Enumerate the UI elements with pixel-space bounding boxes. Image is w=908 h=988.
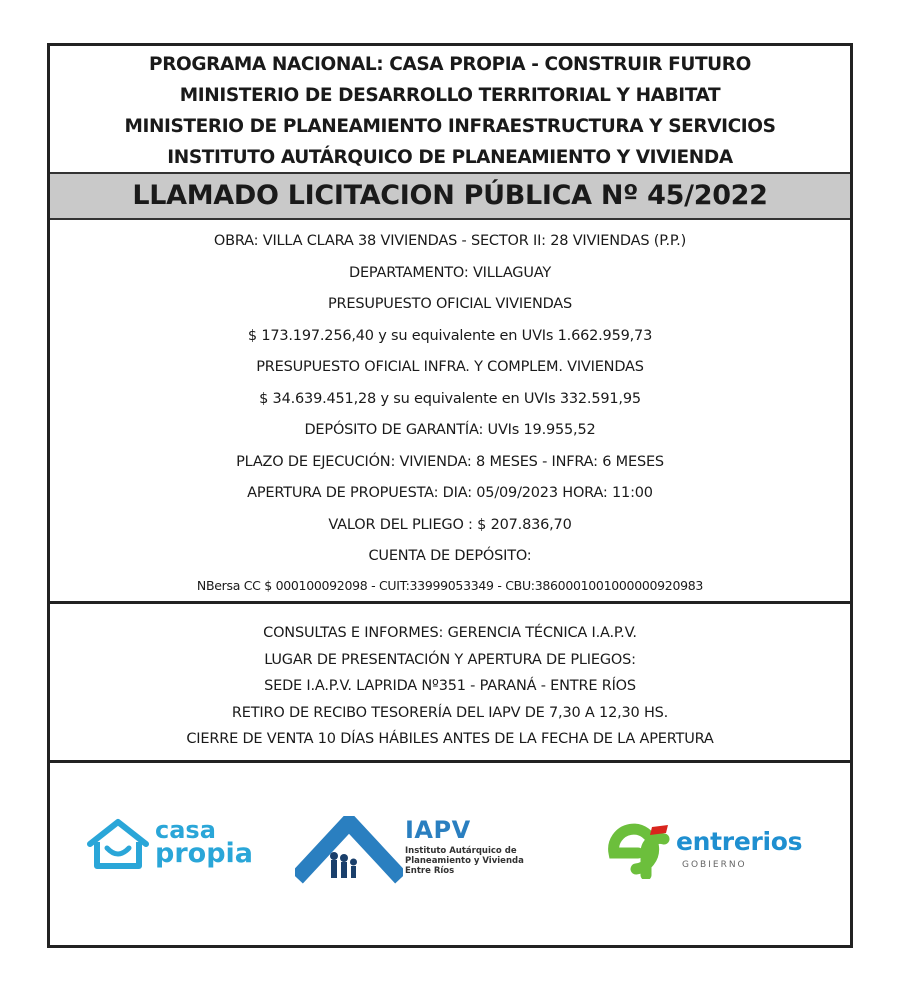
budget-housing-value: $ 173.197.256,40 y su equivalente en UVIs 1.662.959,73: [247, 327, 653, 344]
work-row: OBRA: VILLA CLARA 38 VIVIENDAS - SECTOR II: 28 VIVIENDAS (P.P.): [213, 233, 687, 249]
entre-rios-logo: [608, 823, 838, 883]
execution-term-row: PLAZO DE EJECUCIÓN: VIVIENDA: 8 MESES - INFRA: 6 MESES: [236, 453, 664, 470]
department-row: DEPARTAMENTO: VILLAGUAY: [348, 264, 551, 281]
budget-infra-value: $ 34.639.451,28 y su equivalente en UVIs 332.591,95: [259, 390, 641, 407]
iapv-subtitle-line: Planeamiento y Vivienda: [405, 856, 524, 866]
address-row: SEDE I.A.P.V. LAPRIDA Nº351 - PARANÁ - ENTRE RÍOS: [264, 678, 636, 694]
logos-row: [50, 763, 850, 945]
house-smile-icon: [85, 818, 151, 872]
propia-word: propia: [155, 838, 253, 869]
header-block: [50, 46, 850, 174]
ministry-line-1: MINISTERIO DE DESARROLLO TERRITORIAL Y HABITAT: [179, 85, 721, 106]
casa-word: casa: [155, 816, 216, 844]
iapv-logo: [295, 816, 545, 886]
program-line: PROGRAMA NACIONAL: CASA PROPIA - CONSTRUIR FUTURO: [149, 54, 751, 75]
budget-housing-label: PRESUPUESTO OFICIAL VIVIENDAS: [327, 296, 573, 312]
iapv-subtitle-line: Instituto Autárquico de: [405, 846, 517, 856]
details-block: [50, 220, 850, 604]
opening-row: APERTURA DE PROPUESTA: DIA: 05/09/2023 HORA: 11:00: [247, 485, 653, 501]
budget-infra-label: PRESUPUESTO OFICIAL INFRA. Y COMPLEM. VIVIENDAS: [256, 359, 644, 375]
ministry-line-2: MINISTERIO DE PLANEAMIENTO INFRAESTRUCTURA Y SERVICIOS: [124, 116, 776, 137]
iapv-roof-emblem-icon: [295, 816, 403, 886]
iapv-wordmark: IAPV: [405, 816, 471, 844]
notice-frame: [47, 43, 853, 948]
tender-title: LLAMADO LICITACION PÚBLICA Nº 45/2022: [50, 174, 850, 220]
iapv-subtitle: [405, 846, 524, 876]
guarantee-row: DEPÓSITO DE GARANTÍA: UVIs 19.955,52: [304, 422, 596, 438]
receipt-row: RETIRO DE RECIBO TESORERÍA DEL IAPV DE 7,30 A 12,30 HS.: [231, 704, 669, 721]
deposit-account-label: CUENTA DE DEPÓSITO:: [368, 548, 532, 564]
document-price-row: VALOR DEL PLIEGO : $ 207.836,70: [328, 516, 572, 533]
inquiries-row: CONSULTAS E INFORMES: GERENCIA TÉCNICA I.A.P.V.: [263, 625, 637, 641]
casa-propia-logo: [85, 816, 265, 876]
sale-close-row: CIERRE DE VENTA 10 DÍAS HÁBILES ANTES DE LA FECHA DE LA APERTURA: [186, 731, 714, 747]
bank-account-row: NBersa CC $ 000100092098 - CUIT:33999053349 - CBU:3860001001000000920983: [196, 577, 704, 593]
entre-rios-subtitle: GOBIERNO: [682, 860, 747, 870]
institute-line: INSTITUTO AUTÁRQUICO DE PLANEAMIENTO Y VIVIENDA: [167, 147, 733, 168]
iapv-subtitle-line: Entre Ríos: [405, 866, 455, 876]
er-monogram-icon: [608, 823, 674, 879]
casa-propia-wordmark: [155, 816, 253, 869]
entre-rios-wordmark: entrerios: [676, 827, 803, 856]
info-block: [50, 604, 850, 763]
presentation-place-label: LUGAR DE PRESENTACIÓN Y APERTURA DE PLIEGOS:: [264, 651, 636, 668]
